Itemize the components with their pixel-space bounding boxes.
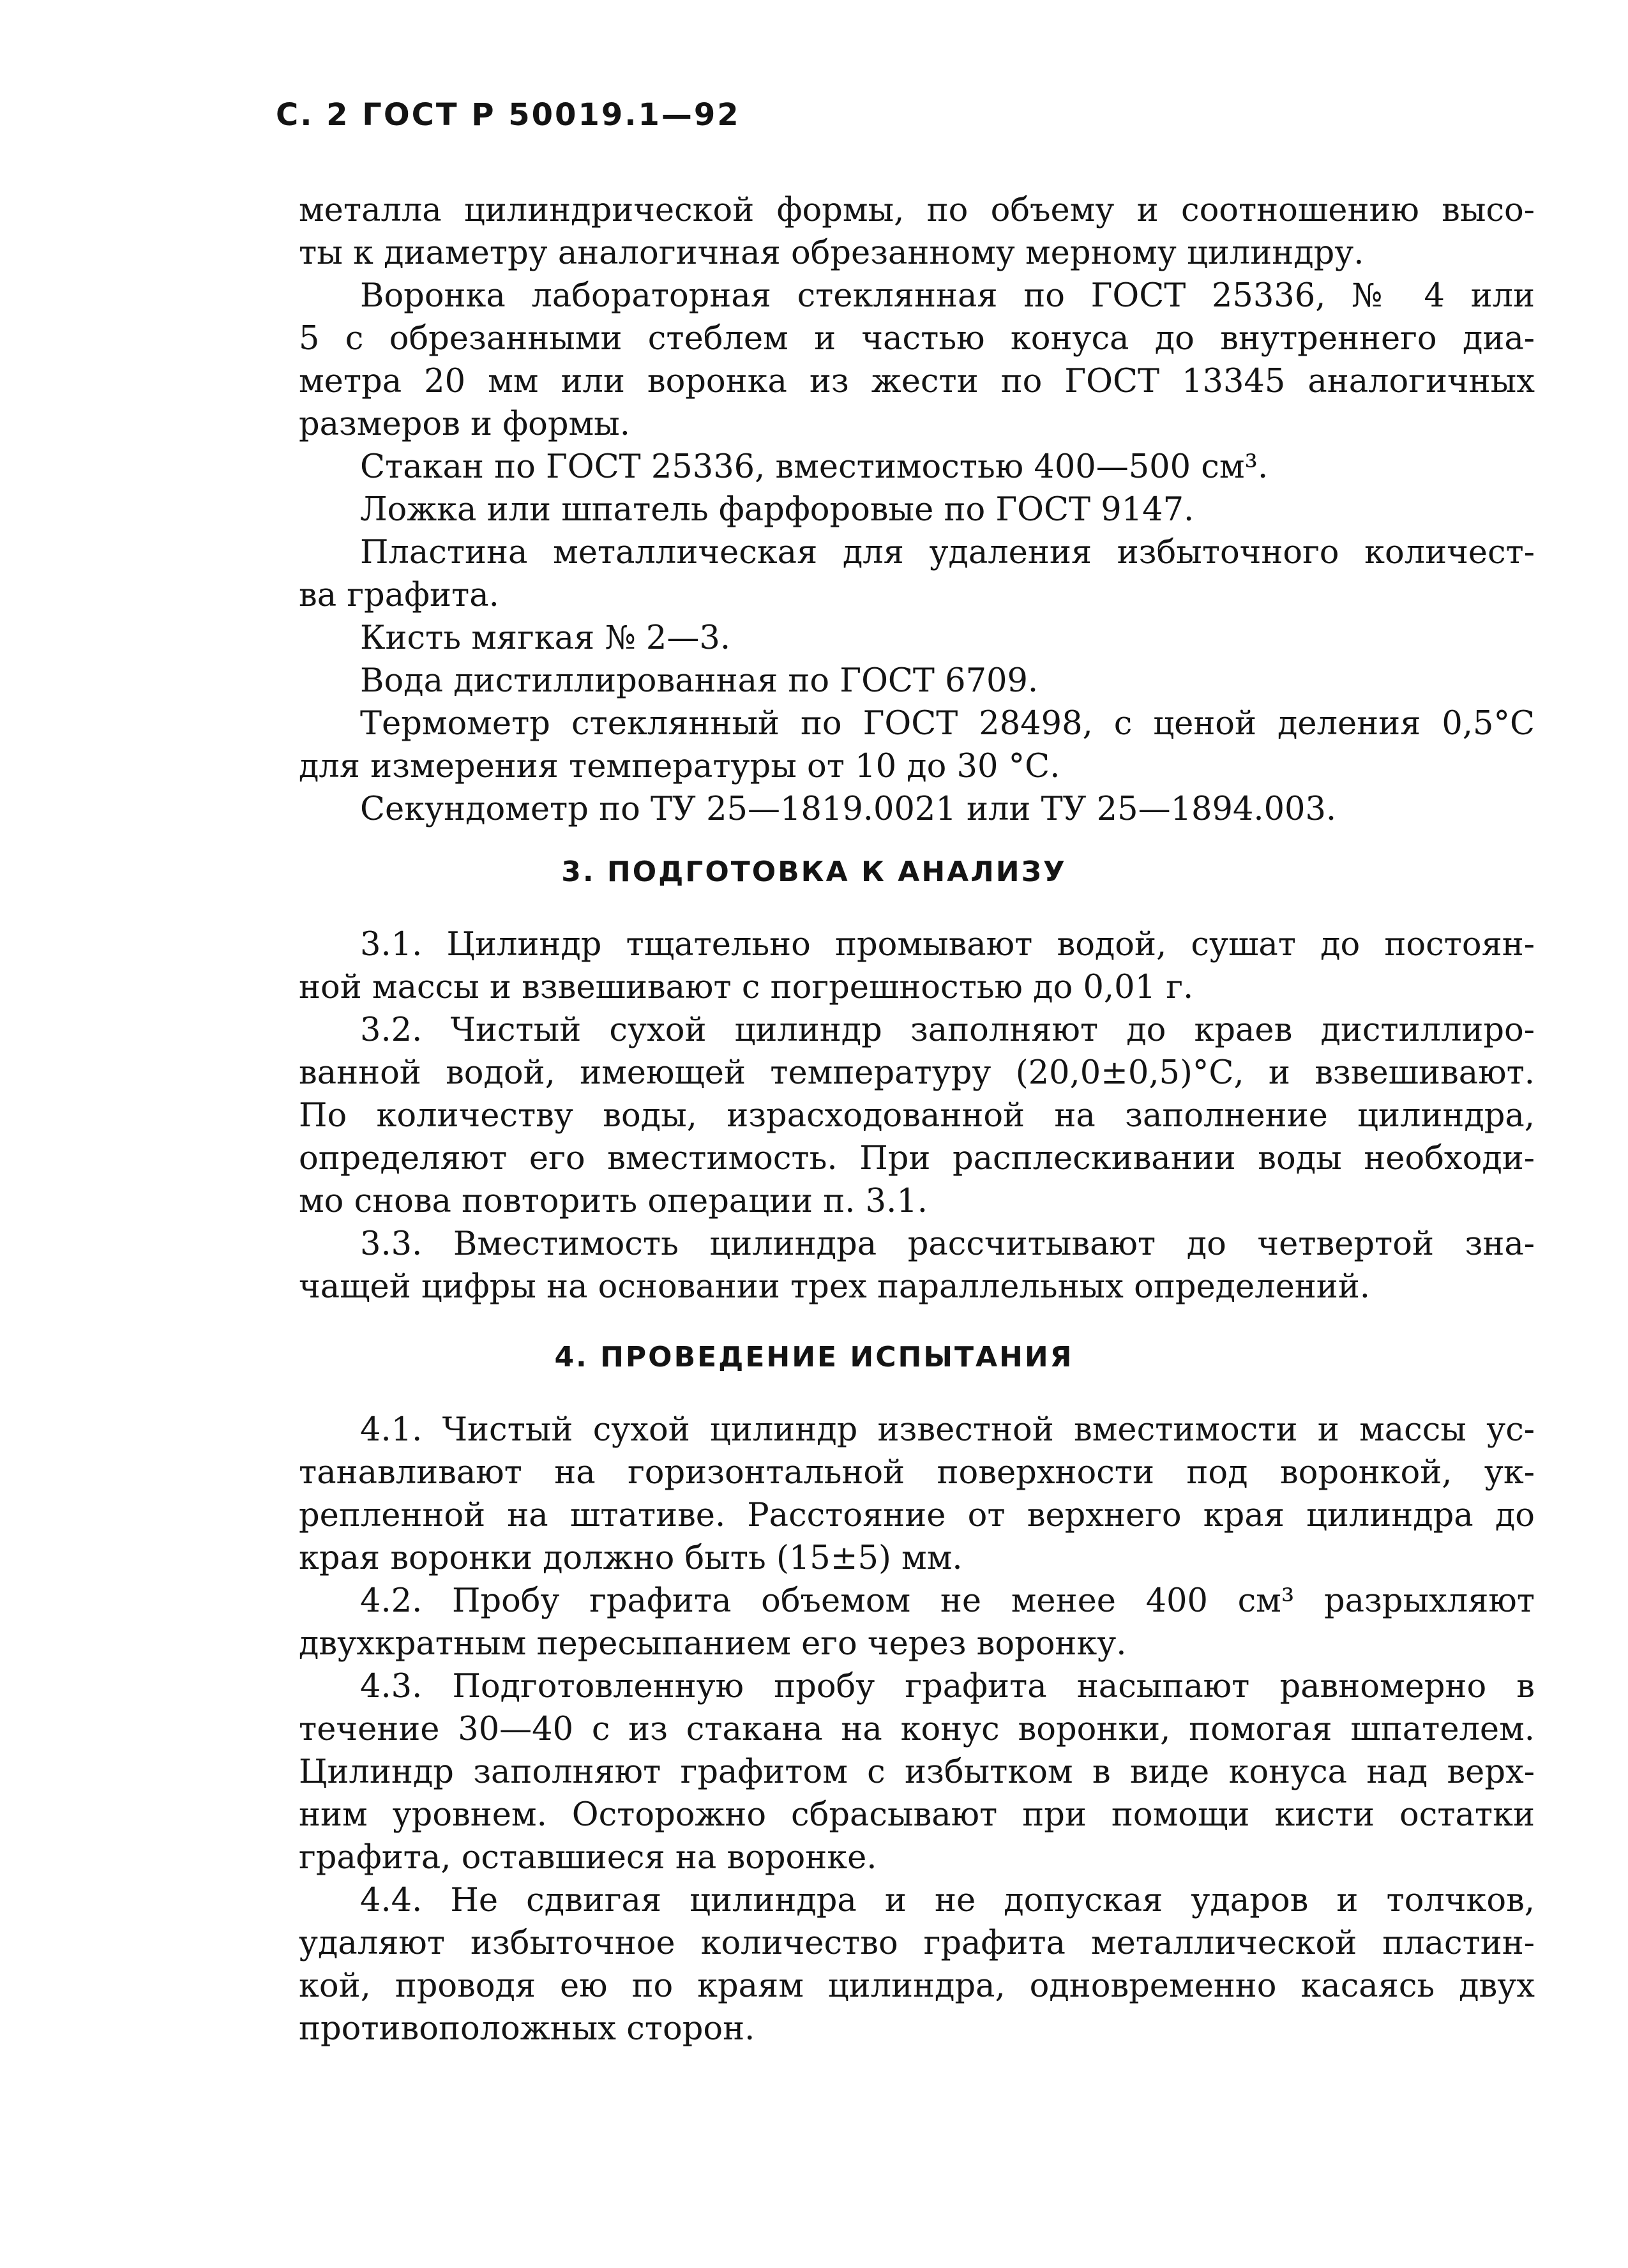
text-line: танавливают на горизонтальной поверхности под воронкой, ук- — [299, 1454, 1535, 1492]
text-line: Термометр стеклянный по ГОСТ 28498, с ценой деления 0,5°С — [360, 705, 1535, 743]
text-line: удаляют избыточное количество графита металлической пластин- — [299, 1924, 1535, 1962]
text-line: По количеству воды, израсходованной на заполнение цилиндра, — [299, 1097, 1535, 1135]
text-line: ной массы и взвешивают с погрешностью до 0,01 г. — [299, 969, 1194, 1006]
text-line: Пластина металлическая для удаления избыточного количест- — [360, 534, 1535, 571]
preparation-section — [299, 923, 1535, 1308]
text-line: размеров и формы. — [299, 405, 630, 443]
text-line: чащей цифры на основании трех параллельных определений. — [299, 1268, 1370, 1306]
text-line: Секундометр по ТУ 25—1819.0021 или ТУ 25—1894.003. — [360, 790, 1337, 828]
text-line: ва графита. — [299, 577, 499, 614]
text-line: 4.2. Пробу графита объемом не менее 400 см³ разрыхляют — [360, 1582, 1535, 1620]
text-line: для измерения температуры от 10 до 30 °С. — [299, 748, 1060, 785]
procedure-section — [299, 1409, 1535, 2050]
section-heading-4: 4. ПРОВЕДЕНИЕ ИСПЫТАНИЯ — [554, 1341, 1074, 1373]
text-line: 3.3. Вместимость цилиндра рассчитывают до четвертой зна- — [360, 1225, 1535, 1263]
text-line: графита, оставшиеся на воронке. — [299, 1839, 877, 1877]
text-line: Вода дистиллированная по ГОСТ 6709. — [360, 662, 1039, 700]
text-line: металла цилиндрической формы, по объему и соотношению высо- — [299, 192, 1535, 229]
text-line: 5 с обрезанными стеблем и частью конуса до внутреннего диа- — [299, 320, 1535, 358]
equipment-list — [299, 189, 1535, 831]
text-line: 3.1. Цилиндр тщательно промывают водой, сушат до постоян- — [360, 926, 1535, 964]
text-line: репленной на штативе. Расстояние от верхнего края цилиндра до — [299, 1497, 1535, 1534]
section-heading-3: 3. ПОДГОТОВКА К АНАЛИЗУ — [561, 856, 1067, 888]
text-line: течение 30—40 с из стакана на конус воронки, помогая шпателем. — [299, 1711, 1535, 1748]
text-line: Цилиндр заполняют графитом с избытком в виде конуса над верх- — [299, 1753, 1535, 1791]
text-line: 4.3. Подготовленную пробу графита насыпают равномерно в — [360, 1668, 1535, 1705]
text-line: Стакан по ГОСТ 25336, вместимостью 400—500 см³. — [360, 448, 1269, 486]
text-line: Ложка или шпатель фарфоровые по ГОСТ 9147. — [360, 491, 1195, 529]
text-line: двухкратным пересыпанием его через воронку. — [299, 1625, 1127, 1663]
text-line: Воронка лабораторная стеклянная по ГОСТ 25336, № 4 или — [360, 277, 1535, 315]
text-line: мо снова повторить операции п. 3.1. — [299, 1183, 928, 1220]
text-line: кой, проводя ею по краям цилиндра, одновременно касаясь двух — [299, 1967, 1535, 2005]
text-line: 4.1. Чистый сухой цилиндр известной вместимости и массы ус- — [360, 1411, 1535, 1449]
text-line: ты к диаметру аналогичная обрезанному мерному цилиндру. — [299, 234, 1364, 272]
text-line: края воронки должно быть (15±5) мм. — [299, 1539, 963, 1577]
text-line: ним уровнем. Осторожно сбрасывают при помощи кисти остатки — [299, 1796, 1535, 1834]
text-line: ванной водой, имеющей температуру (20,0±0,5)°С, и взвешивают. — [299, 1054, 1535, 1092]
text-line: 3.2. Чистый сухой цилиндр заполняют до краев дистиллиро- — [360, 1011, 1535, 1049]
text-line: Кисть мягкая № 2—3. — [360, 619, 731, 657]
text-line: метра 20 мм или воронка из жести по ГОСТ 13345 аналогичных — [299, 363, 1535, 400]
text-line: противоположных сторон. — [299, 2010, 755, 2048]
page-header: С. 2 ГОСТ Р 50019.1—92 — [276, 97, 741, 133]
text-line: 4.4. Не сдвигая цилиндра и не допуская ударов и толчков, — [360, 1882, 1535, 1919]
text-line: определяют его вместимость. При расплескивании воды необходи- — [299, 1140, 1535, 1177]
